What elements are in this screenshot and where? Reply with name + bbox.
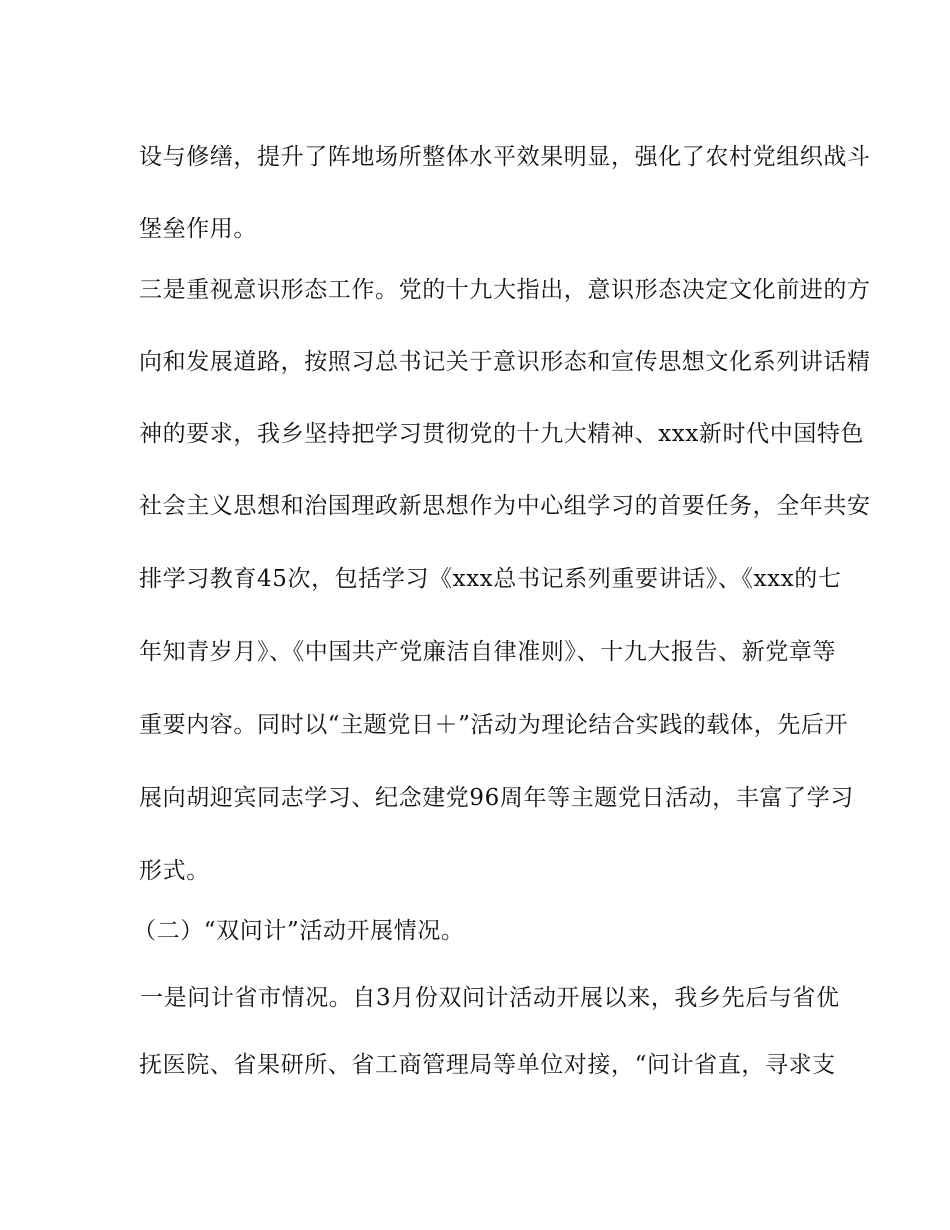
body-text-line: 设与修缮，提升了阵地场所整体水平效果明显，强化了农村党组织战斗 xyxy=(139,144,871,170)
section-heading: （二）“双问计”活动开展情况。 xyxy=(133,918,465,944)
body-text-line: 重要内容。同时以“主题党日＋”活动为理论结合实践的载体，先后开 xyxy=(139,712,849,738)
body-text-line: 社会主义思想和治国理政新思想作为中心组学习的首要任务，全年共安 xyxy=(139,493,871,519)
body-text-line: 年知青岁月》、《中国共产党廉洁自律准则》、十九大报告、新党章等 xyxy=(139,639,837,665)
body-text-line: 三是重视意识形态工作。党的十九大指出，意识形态决定文化前进的方 xyxy=(139,277,871,303)
body-text-line: 向和发展道路，按照习总书记关于意识形态和宣传思想文化系列讲话精 xyxy=(139,349,871,375)
body-text-line: 抚医院、省果研所、省工商管理局等单位对接，“问计省直，寻求支 xyxy=(139,1052,836,1078)
body-text-line: 神的要求，我乡坚持把学习贯彻党的十九大精神、xxx新时代中国特色 xyxy=(139,421,865,447)
body-text-line: 形式。 xyxy=(139,858,210,884)
body-text-line: 排学习教育45次，包括学习《xxx总书记系列重要讲话》、《xxx的七 xyxy=(139,566,842,592)
body-text-line: 展向胡迎宾同志学习、纪念建党96周年等主题党日活动，丰富了学习 xyxy=(139,785,854,811)
body-text-line: 堡垒作用。 xyxy=(139,216,257,242)
body-text-line: 一是问计省市情况。自3月份双问计活动开展以来，我乡先后与省优 xyxy=(140,985,840,1011)
